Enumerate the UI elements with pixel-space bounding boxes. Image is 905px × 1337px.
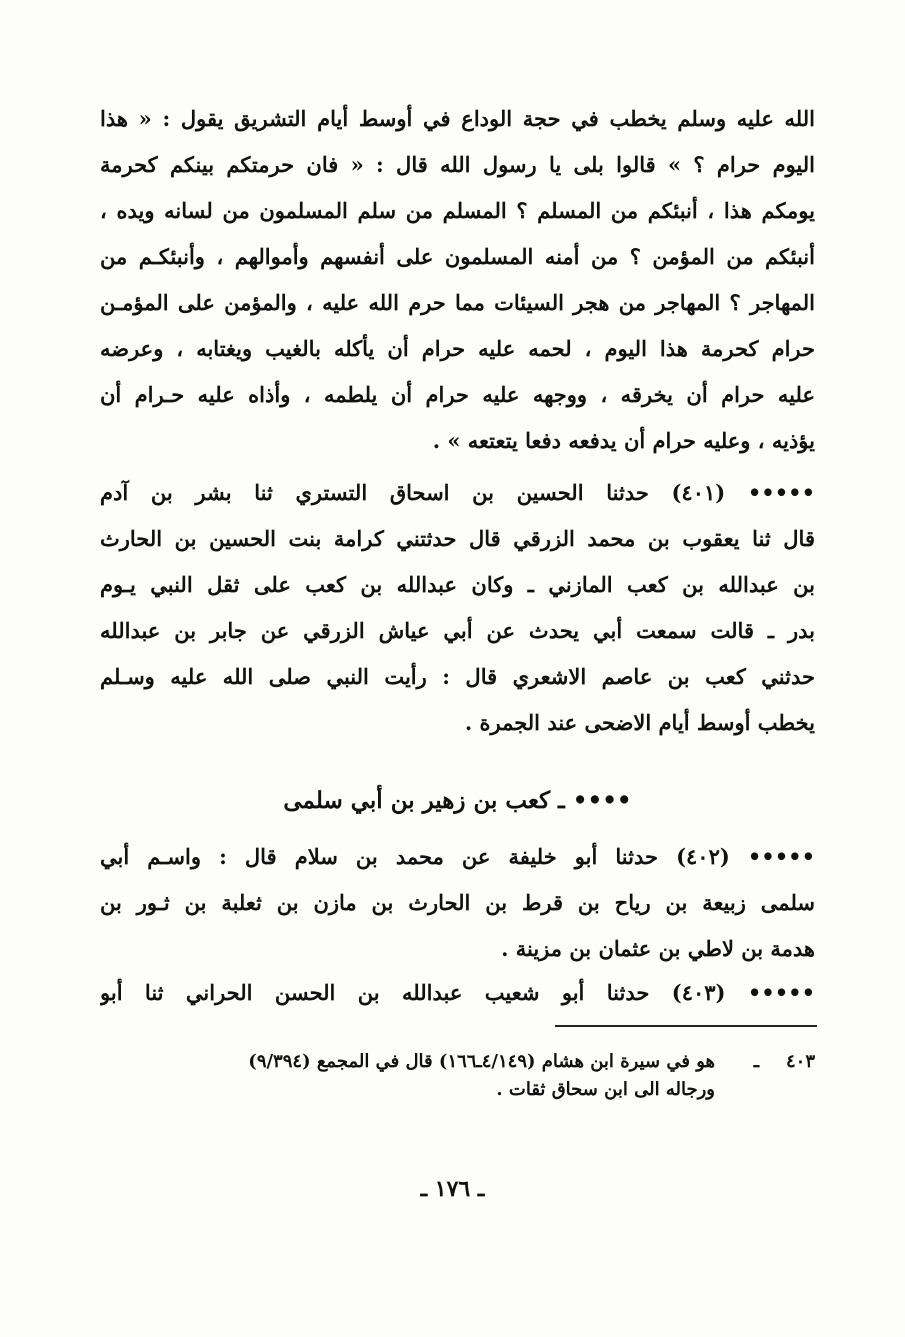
footnote-dash: ـ — [753, 1051, 759, 1072]
paragraph-hadith-403 — [100, 970, 815, 1016]
text-line: يخطب أوسط أيام الاضحى عند الجمرة . — [464, 710, 815, 735]
text-line: ••••• (٤٠٣) حدثنا أبو شعيب عبدالله بن الحسن الحراني ثنا أبو — [100, 980, 815, 1005]
text-line: اليوم حرام ؟ » قالوا بلى يا رسول الله قال : « فان حرمتكم بينكم كحرمة — [100, 152, 815, 177]
footnote-text: ورجاله الى ابن سحاق ثقات . — [496, 1079, 715, 1100]
footnote-divider — [555, 1025, 817, 1027]
footnote-line — [100, 1076, 815, 1104]
page-number: ـ ١٧٦ ـ — [420, 1176, 485, 1202]
text-line: عليه حرام أن يخرقه ، ووجهه عليه حرام أن يلطمه ، وأذاه عليه حـرام أن — [100, 382, 815, 407]
text-line: الله عليه وسلم يخطب في حجة الوداع في أوسط أيام التشريق يقول : « هذا — [100, 106, 815, 131]
text-line: ••••• (٤٠١) حدثنا الحسين بن اسحاق التستري ثنا بشر بن آدم — [100, 480, 815, 505]
footnote-number: ٤٠٣ — [785, 1051, 815, 1072]
text-line: يؤذيه ، وعليه حرام أن يدفعه دفعا يتعتعه » . — [432, 428, 815, 453]
section-heading: •••• ـ كعب بن زهير بن أبي سلمى — [283, 787, 632, 814]
text-line: قال ثنا يعقوب بن محمد الزرقي قال حدثتني كرامة بنت الحسين بن الحارث — [100, 526, 815, 551]
text-line: يومكم هذا ، أنبئكم من المسلم ؟ المسلم من سلم المسلمون من لسانه ويده ، — [100, 198, 815, 223]
paragraph-hadith-400-continuation — [100, 96, 815, 464]
text-line: هدمة بن لاطي بن عثمان بن مزينة . — [501, 936, 815, 961]
text-line: حرام كحرمة هذا اليوم ، لحمه عليه حرام أن يأكله بالغيب ويغتابه ، وعرضه — [100, 336, 815, 361]
text-line: بدر ـ قالت سمعت أبي يحدث عن أبي عياش الزرقي عن جابر بن عبدالله — [100, 618, 815, 643]
footnote-line — [100, 1048, 815, 1076]
text-line: بن عبدالله بن كعب المازني ـ وكان عبدالله بن كعب على ثقل النبي يـوم — [100, 572, 815, 597]
footnote — [100, 1048, 815, 1104]
text-line: حدثني كعب بن عاصم الاشعري قال : رأيت النبي صلى الله عليه وسـلم — [100, 664, 815, 689]
text-line: سلمى زبيعة بن رياح بن قرط بن الحارث بن مازن بن ثعلبة بن ثـور بن — [100, 890, 815, 915]
paragraph-hadith-401 — [100, 470, 815, 746]
text-line: أنبئكم من المؤمن ؟ من أمنه المسلمون على أنفسهم وأموالهم ، وأنبئكـم من — [100, 244, 815, 269]
text-line: المهاجر ؟ المهاجر من هجر السيئات مما حرم الله عليه ، والمؤمن على المؤمـن — [100, 290, 815, 315]
footnote-text: هو في سيرة ابن هشام (٤/١٤٩ـ١٦٦) قال في المجمع (٩/٣٩٤) — [248, 1051, 715, 1072]
paragraph-hadith-402 — [100, 834, 815, 972]
text-line: ••••• (٤٠٢) حدثنا أبو خليفة عن محمد بن سلام قال : واسـم أبي — [100, 844, 815, 869]
